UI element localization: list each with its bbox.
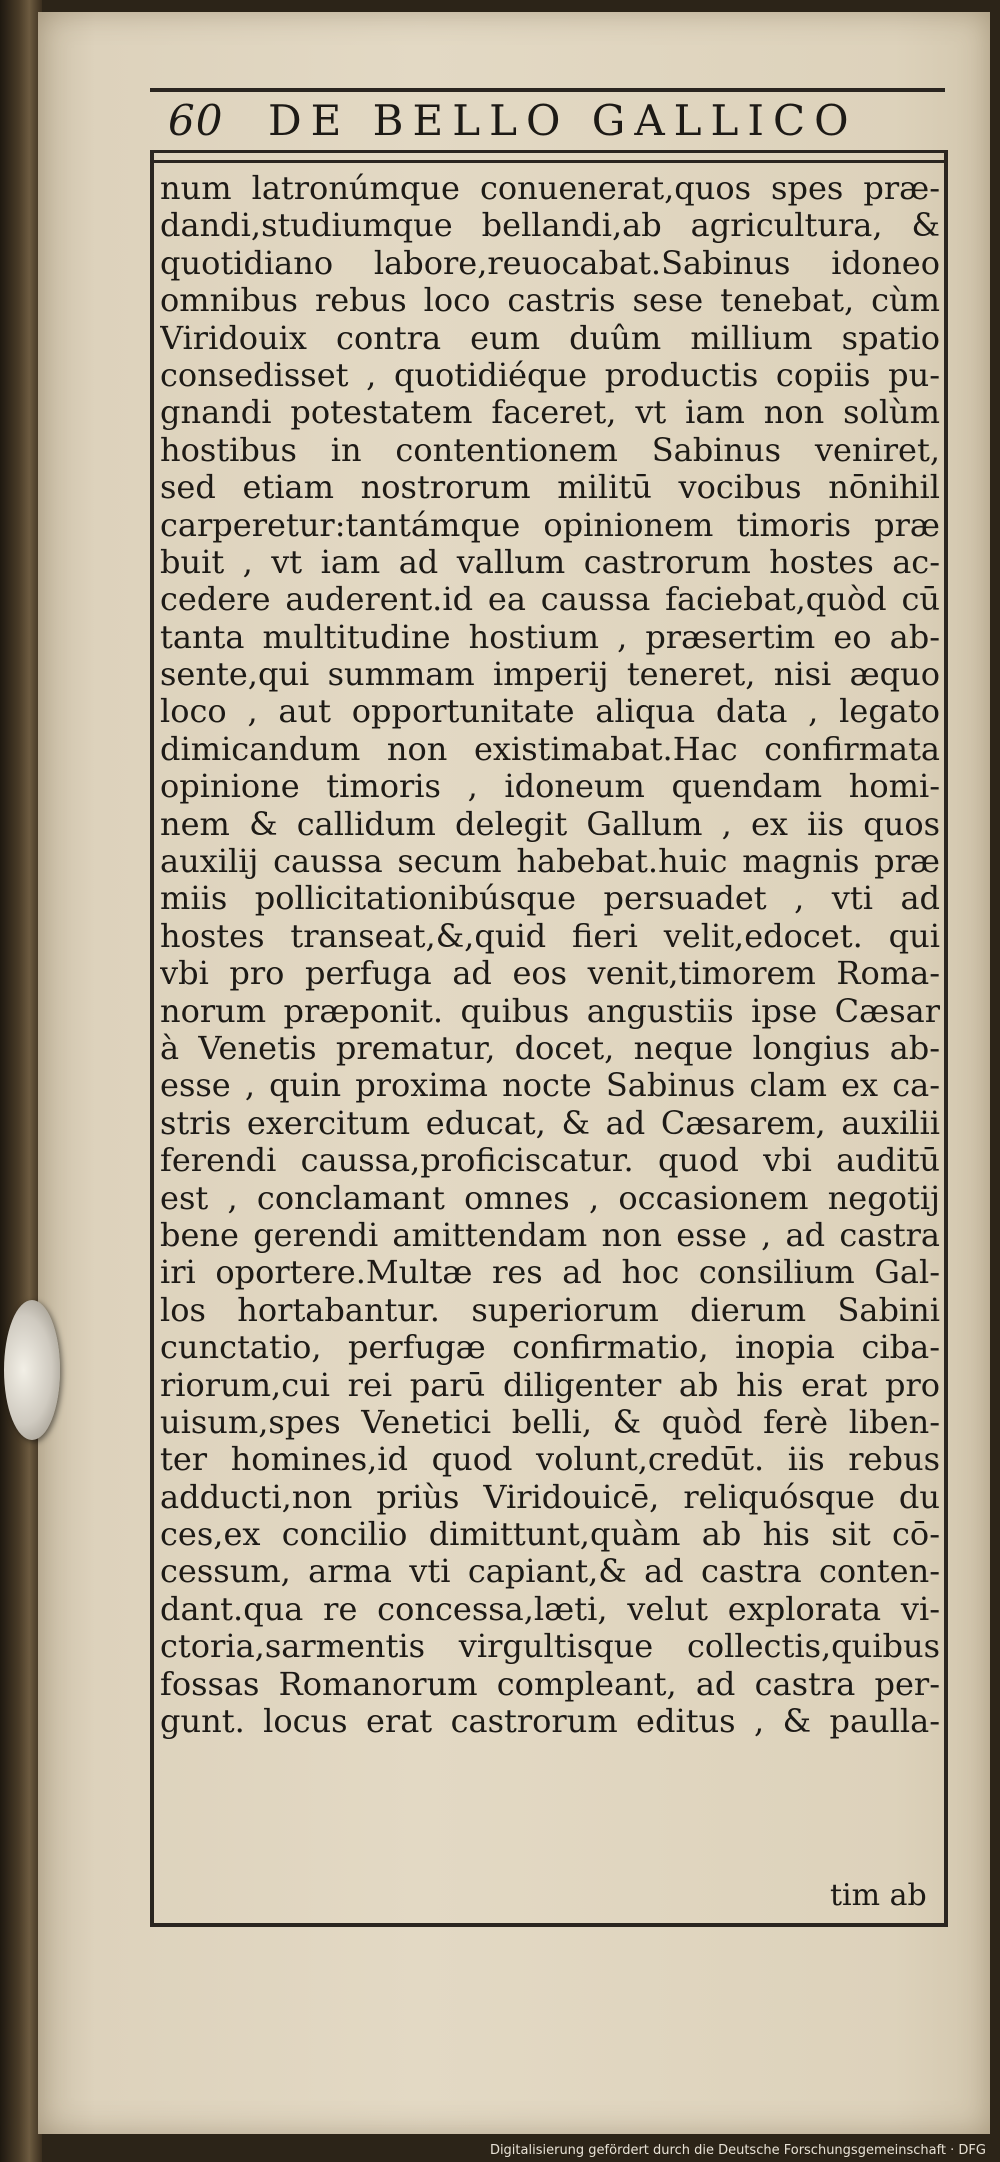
text-line: adducti,non priùs Viridouicē, reliquósque du	[160, 1478, 940, 1516]
text-line: cedere auderent.id ea caussa faciebat,quòd cū	[160, 581, 940, 619]
text-line: esse , quin proxima nocte Sabinus clam ex ca-	[160, 1067, 940, 1105]
text-line: riorum,cui rei parū diligenter ab his erat pro	[160, 1366, 940, 1404]
text-line: cunctatio, perfugæ confirmatio, inopia ciba-	[160, 1329, 940, 1367]
text-line: iri oportere.Multæ res ad hoc consilium Gal-	[160, 1254, 940, 1292]
text-line: num latronúmque conuenerat,quos spes præ-	[160, 170, 940, 207]
text-line: fossas Romanorum compleant, ad castra per-	[160, 1665, 940, 1703]
text-line: ter homines,id quod volunt,credūt. iis rebus	[160, 1441, 940, 1479]
text-line: carperetur:tantámque opinionem timoris præ	[160, 506, 940, 544]
body-text	[160, 170, 940, 1740]
text-line: miis pollicitationibúsque persuadet , vti ad	[160, 880, 940, 918]
text-line: gnandi potestatem faceret, vt iam non solùm	[160, 394, 940, 432]
text-line: dimicandum non existimabat.Hac confirmata	[160, 730, 940, 768]
text-line: stris exercitum educat, & ad Cæsarem, auxilii	[160, 1104, 940, 1142]
text-line: sed etiam nostrorum militū vocibus nōnihil	[160, 469, 940, 507]
text-line: quotidiano labore,reuocabat.Sabinus idoneo	[160, 244, 940, 282]
text-line: buit , vt iam ad vallum castrorum hostes ac-	[160, 543, 940, 581]
text-line: omnibus rebus loco castris sese tenebat, cùm	[160, 282, 940, 320]
book-clasp	[4, 1300, 60, 1440]
book-binding-edge	[0, 0, 42, 2162]
text-line: loco , aut opportunitate aliqua data , legato	[160, 693, 940, 731]
catchword: tim ab	[830, 1878, 927, 1913]
text-line: hostes transeat,&,quid fieri velit,edocet. qui	[160, 917, 940, 955]
text-line: norum præponit. quibus angustiis ipse Cæsar	[160, 992, 940, 1030]
text-line: ctoria,sarmentis virgultisque collectis,quibus	[160, 1628, 940, 1666]
text-line: auxilij caussa secum habebat.huic magnis præ	[160, 843, 940, 881]
header-rule-top	[150, 88, 945, 92]
page-number: 60	[168, 96, 224, 145]
text-line: bene gerendi amittendam non esse , ad castra	[160, 1216, 940, 1254]
text-line: opinione timoris , idoneum quendam homi-	[160, 768, 940, 806]
text-line: cessum, arma vti capiant,& ad castra conten-	[160, 1553, 940, 1591]
text-line: Viridouix contra eum duûm millium spatio	[160, 319, 940, 357]
text-line: consedisset , quotidiéque productis copiis pu-	[160, 356, 940, 394]
text-line: ferendi caussa,proficiscatur. quod vbi auditū	[160, 1142, 940, 1180]
text-line: dandi,studiumque bellandi,ab agricultura, &	[160, 207, 940, 245]
running-title: DE BELLO GALLICO	[268, 96, 858, 145]
text-line: à Venetis prematur, docet, neque longius ab-	[160, 1029, 940, 1067]
text-line: est , conclamant omnes , occasionem negotij	[160, 1179, 940, 1217]
text-line: uisum,spes Venetici belli, & quòd ferè liben-	[160, 1403, 940, 1441]
text-line: nem & callidum delegit Gallum , ex iis quos	[160, 805, 940, 843]
text-line: vbi pro perfuga ad eos venit,timorem Roma-	[160, 955, 940, 993]
text-line: ces,ex concilio dimittunt,quàm ab his sit cō-	[160, 1516, 940, 1554]
text-line: tanta multitudine hostium , præsertim eo ab-	[160, 618, 940, 656]
digitization-credit: Digitalisierung gefördert durch die Deutsche Forschungsgemeinschaft · DFG	[489, 2143, 986, 2158]
text-line: dant.qua re concessa,læti, velut explorata vi-	[160, 1590, 940, 1628]
text-line: los hortabantur. superiorum dierum Sabini	[160, 1291, 940, 1329]
text-line: sente,qui summam imperij teneret, nisi æquo	[160, 656, 940, 694]
text-line: gunt. locus erat castrorum editus , & paulla-	[160, 1703, 940, 1741]
text-line: hostibus in contentionem Sabinus veniret,	[160, 431, 940, 469]
